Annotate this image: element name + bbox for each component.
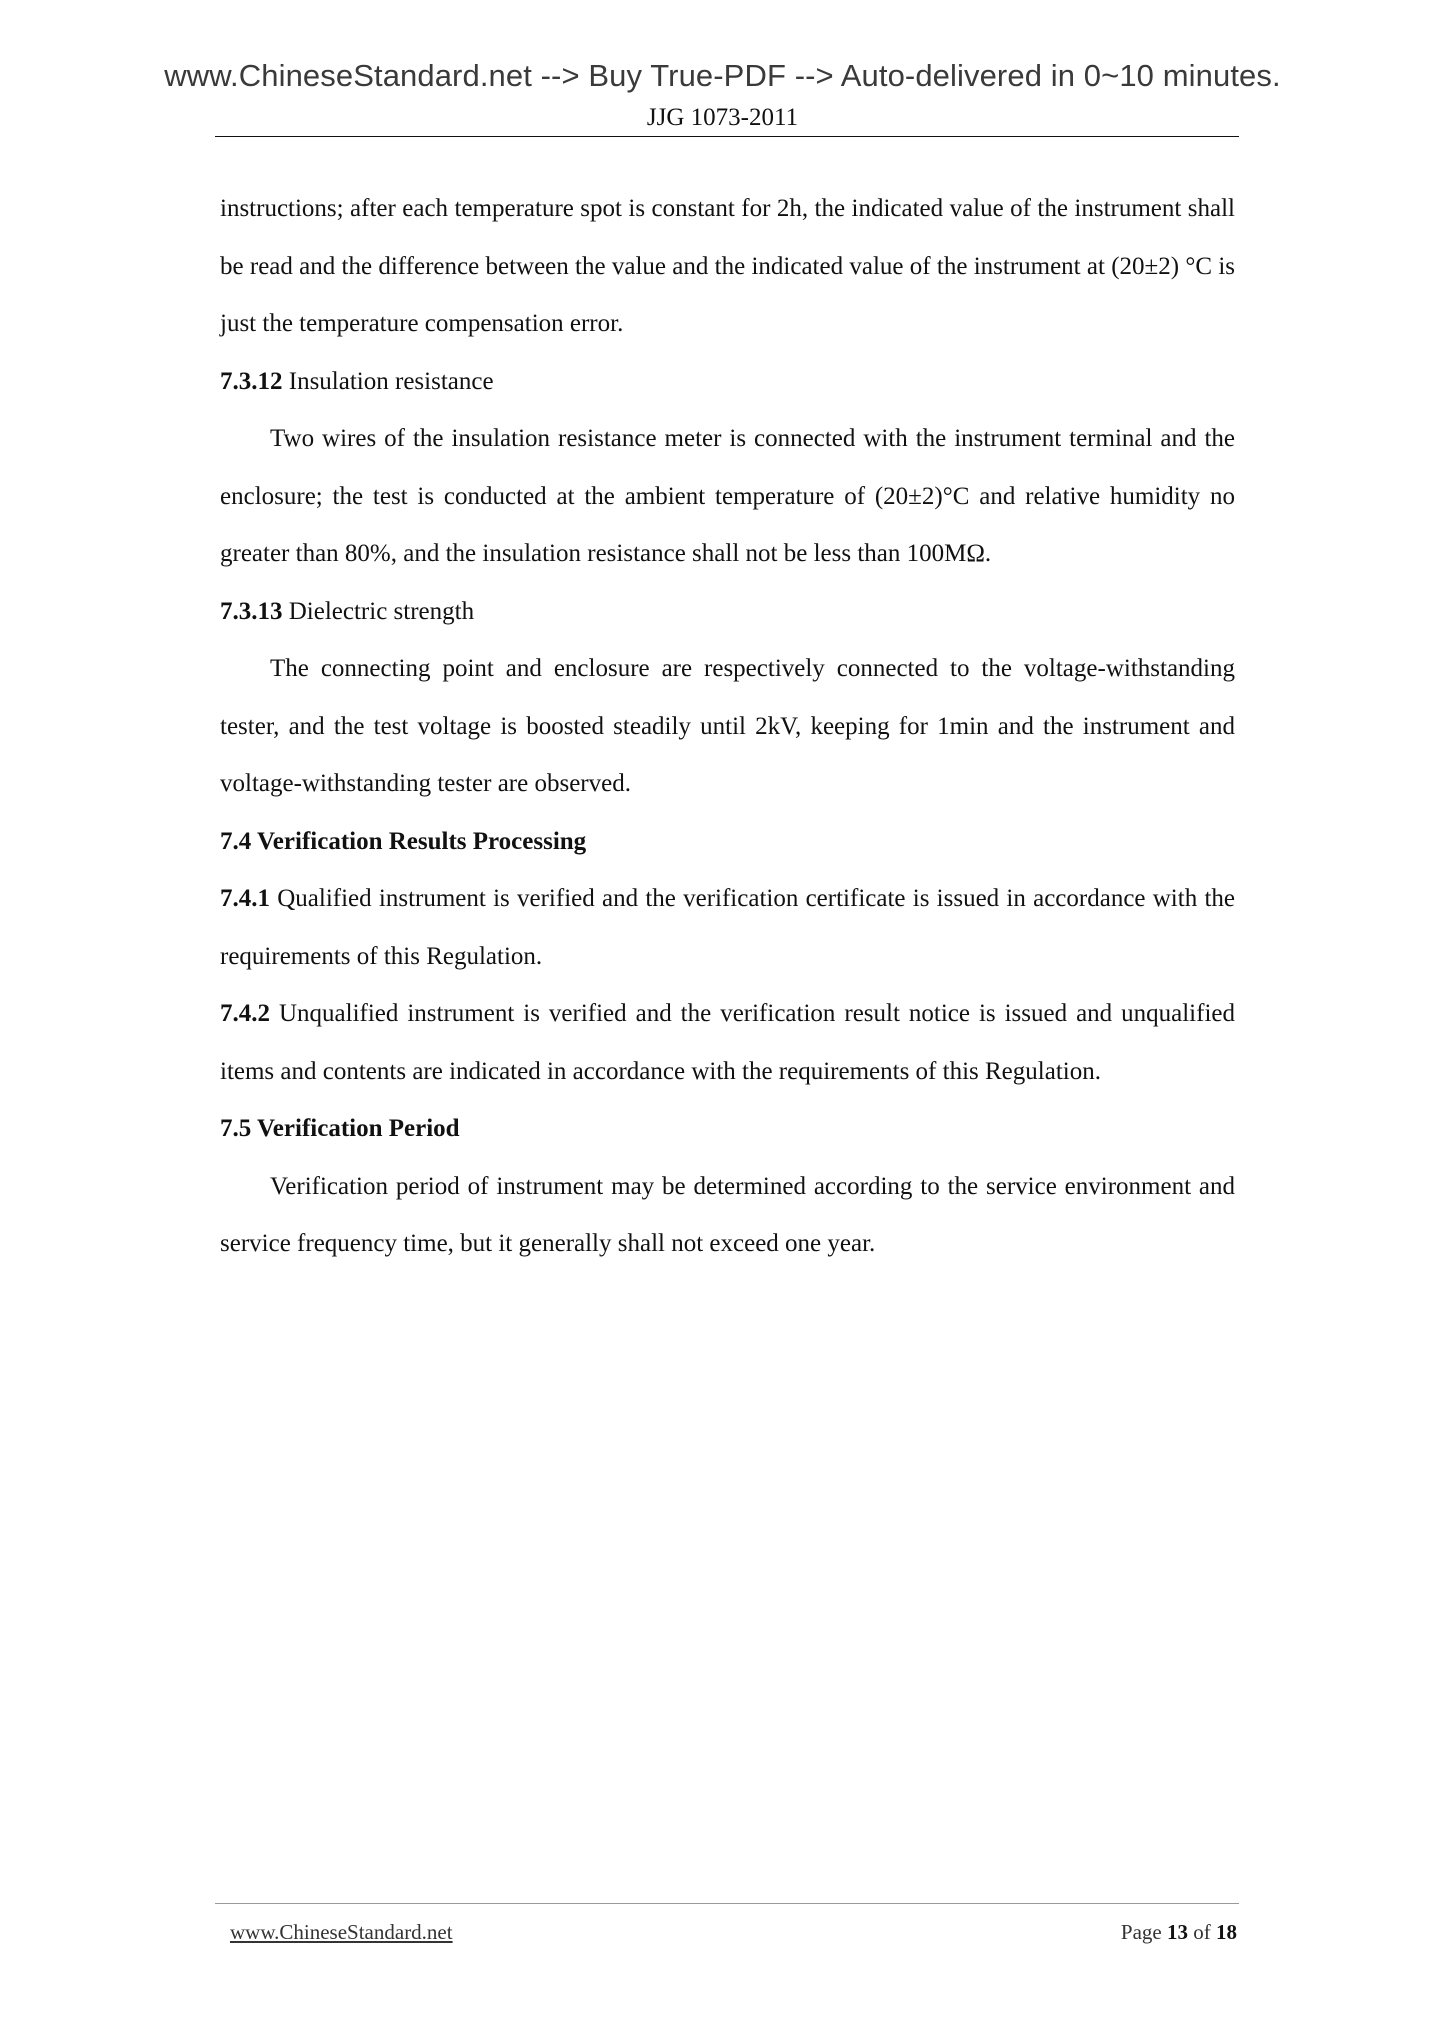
footer-website-link[interactable]: www.ChineseStandard.net <box>230 1920 453 1944</box>
page-content <box>220 180 1235 1273</box>
section-text: Unqualified instrument is verified and the verification result notice is issued and unqualified items and contents are indicated in accordance with the requirements of this Regulation. <box>220 1000 1235 1085</box>
section-number: 7.3.13 <box>220 597 283 625</box>
section-7-3-13-text: The connecting point and enclosure are respectively connected to the voltage-withstanding tester, and the test voltage is boosted steadily until 2kV, keeping for 1min and the instrument and voltage-withstanding tester are observed. <box>220 655 1235 797</box>
section-7-3-12-heading <box>220 353 1235 411</box>
section-number: 7.4.2 <box>220 1000 270 1027</box>
section-7-3-13-heading <box>220 583 1235 641</box>
footer-divider <box>215 1903 1239 1904</box>
section-7-4-2 <box>220 985 1235 1100</box>
current-page: 13 <box>1167 1920 1188 1944</box>
section-7-5-heading <box>220 1100 1235 1158</box>
section-title: Insulation resistance <box>282 367 494 395</box>
page-number <box>1121 1920 1237 1945</box>
page-of: of <box>1188 1920 1216 1944</box>
section-number: 7.3.12 <box>220 367 283 395</box>
section-number: 7.4.1 <box>220 885 270 912</box>
page-label: Page <box>1120 1920 1167 1944</box>
total-pages: 18 <box>1216 1920 1237 1944</box>
section-title: Dielectric strength <box>282 597 475 625</box>
paragraph-continued: instructions; after each temperature spot is constant for 2h, the indicated value of the instrument shall be read and the difference between the value and the indicated value of the instrument at (20±2) °C is just the temperature compensation error. <box>220 195 1235 337</box>
section-7-4-1 <box>220 870 1235 985</box>
section-7-5-text: Verification period of instrument may be determined according to the service environment and service frequency time, but it generally shall not exceed one year. <box>220 1172 1235 1257</box>
section-7-3-12-text: Two wires of the insulation resistance meter is connected with the instrument terminal and the enclosure; the test is conducted at the ambient temperature of (20±2)°C and relative humidity no greater than 80%, and the insulation resistance shall not be less than 100MΩ. <box>220 425 1235 567</box>
section-text: Qualified instrument is verified and the verification certificate is issued in accordance with the requirements of this Regulation. <box>220 885 1235 970</box>
document-id: JJG 1073-2011 <box>646 104 799 131</box>
section-7-4-heading <box>220 813 1235 871</box>
section-heading: 7.5 Verification Period <box>220 1115 460 1142</box>
section-heading: 7.4 Verification Results Processing <box>220 827 587 855</box>
site-banner: www.ChineseStandard.net --> Buy True-PDF --> Auto-delivered in 0~10 minutes. <box>164 58 1281 93</box>
header-divider <box>215 136 1239 137</box>
